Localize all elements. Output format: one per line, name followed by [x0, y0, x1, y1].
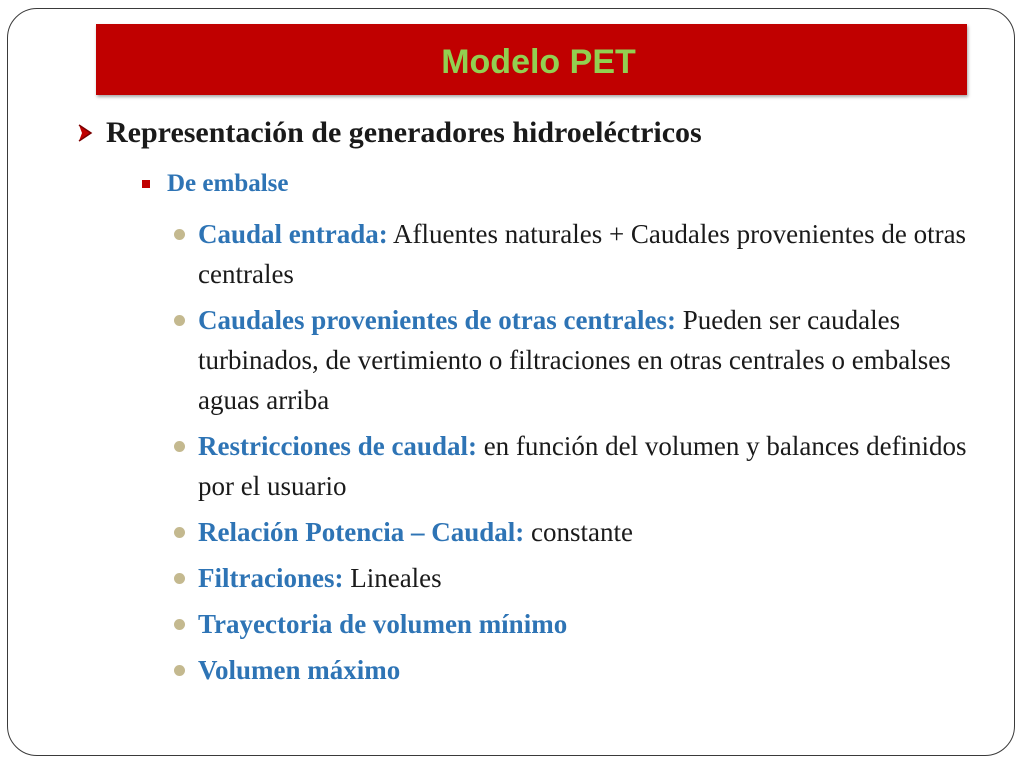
item-desc: Lineales: [343, 563, 442, 593]
bullet-dot-icon: [174, 619, 185, 630]
level1-text: Representación de generadores hidroeléctricos: [106, 116, 702, 149]
item-desc: Afluentes naturales + Caudales provenientes de otras centrales: [198, 219, 967, 289]
slide-title: Modelo PET: [441, 43, 636, 81]
item-term: Restricciones de caudal:: [198, 431, 477, 461]
item-term: Caudales provenientes de otras centrales:: [198, 305, 676, 335]
bullet-dot-icon: [174, 315, 185, 326]
item-desc: constante: [524, 517, 633, 547]
bullet-dot-icon: [174, 441, 185, 452]
bullet-dot-icon: [174, 527, 185, 538]
list-item: [172, 300, 992, 420]
item-term: Relación Potencia – Caudal:: [198, 517, 525, 547]
arrow-right-icon: [76, 118, 98, 148]
level1-bullet-row: [76, 116, 702, 150]
title-bar: [96, 24, 967, 95]
list-item: [172, 604, 992, 644]
item-term: Filtraciones:: [198, 563, 344, 593]
bullet-dot-icon: [174, 573, 185, 584]
list-item: [172, 558, 992, 598]
level2-bullet-row: [142, 170, 289, 198]
bullet-dot-icon: [174, 665, 185, 676]
item-term: Volumen máximo: [198, 655, 401, 685]
item-desc: en función del volumen y balances definidos por el usuario: [198, 431, 967, 501]
level2-text: De embalse: [167, 170, 289, 197]
item-term: Trayectoria de volumen mínimo: [198, 609, 568, 639]
list-item: [172, 426, 992, 506]
item-term: Caudal entrada:: [198, 219, 388, 249]
list-item: [172, 214, 992, 294]
list-item: [172, 512, 992, 552]
detail-list: [172, 214, 992, 696]
square-bullet-icon: [142, 180, 150, 188]
list-item: [172, 650, 992, 690]
bullet-dot-icon: [174, 229, 185, 240]
item-desc: Pueden ser caudales turbinados, de vertimiento o filtraciones en otras centrales o embalses aguas arriba: [198, 305, 951, 415]
